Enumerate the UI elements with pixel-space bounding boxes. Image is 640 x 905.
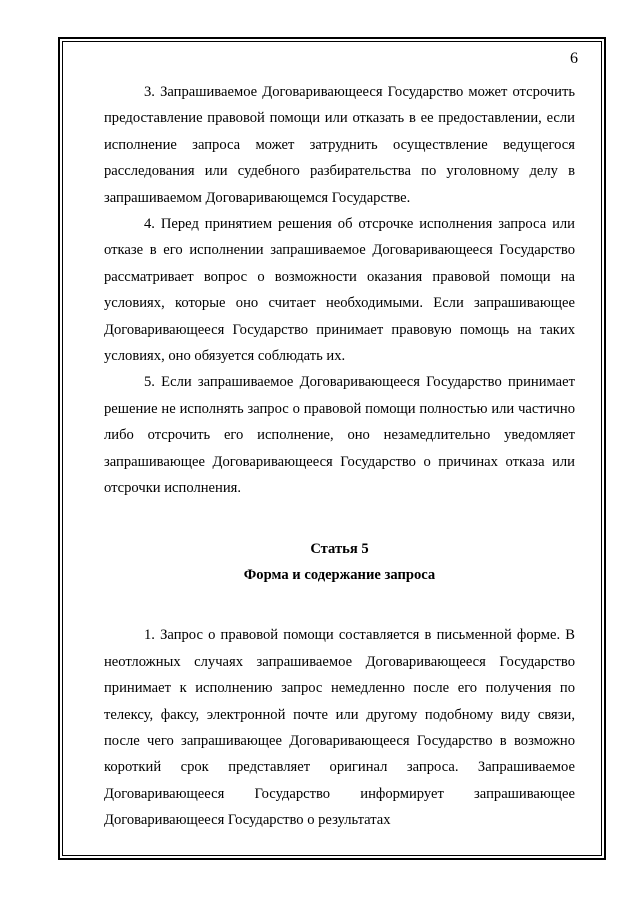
paragraph-3: 3. Запрашиваемое Договаривающееся Государство может отсрочить предоставление правовой помощи или отказать в ее предоставлении, если исполнение запроса может затруднить осуществление ведущегося расследования или судебного разбирательства по уголовному делу в запрашиваемом Договаривающемся Государстве. bbox=[104, 84, 575, 206]
document-body bbox=[104, 79, 575, 834]
paragraph-4: 4. Перед принятием решения об отсрочке исполнения запроса или отказе в его исполнении запрашиваемое Договаривающееся Государство рассматривает вопрос о возможности оказания правовой помощи на условиях, которые оно считает необходимыми. Если запрашивающее Договаривающееся Государство принимает правовую помощь на таких условиях, оно обязуется соблюдать их. bbox=[104, 216, 575, 365]
paragraph-5: 5. Если запрашиваемое Договаривающееся Государство принимает решение не исполнять запрос о правовой помощи полностью или частично либо отсрочить его исполнение, оно незамедлительно уведомляет запрашивающее Договаривающееся Государство о причинах отказа или отсрочки исполнения. bbox=[104, 374, 575, 497]
paragraph-article5-1: 1. Запрос о правовой помощи составляется в письменной форме. В неотложных случаях запрашиваемое Договаривающееся Государство принимает к исполнению запрос немедленно после его получения по телексу, факсу, электронной почте или другому подобному виду связи, после чего запрашивающее Договаривающееся Государство в возможно короткий срок представляет оригинал запроса. Запрашиваемое Договаривающееся Государство информирует запрашивающее Договаривающееся Государство о результатах bbox=[104, 627, 575, 829]
article-number: Статья 5 bbox=[310, 540, 369, 557]
article-title: Форма и содержание запроса bbox=[243, 566, 436, 583]
page-number: 6 bbox=[570, 50, 578, 67]
